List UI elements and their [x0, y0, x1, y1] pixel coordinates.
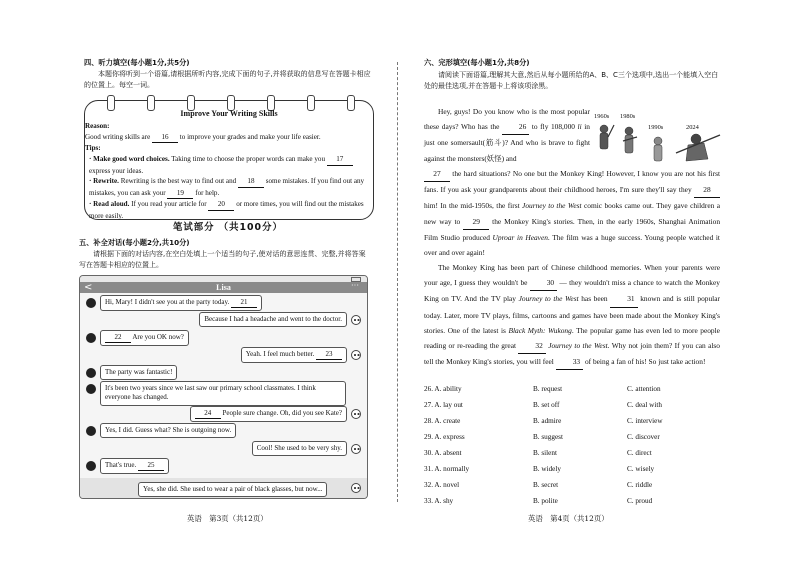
chat-message: Yeah. I feel much better. 23	[241, 347, 347, 363]
blank-18: 18	[238, 176, 264, 188]
section5-instructions: 请根据下面的对话内容,在空白处填上一个适当的句子,使对话的意思连贯、完整,并将答案写在答题卡相应的位置上。	[79, 250, 366, 270]
cloze-paragraph-1: Hey, guys! Do you know who is the most popular these days? Who has the 26 to fly 108,000 li in just one somersault(筋斗)? And who is brave to fight against the monsters(妖怪) and	[424, 107, 590, 163]
option-b: B. silent	[533, 449, 557, 457]
option-a: 27. A. lay out	[424, 401, 463, 409]
avatar-mary	[86, 298, 96, 308]
blank-19: 19	[167, 188, 193, 200]
era-label: 1960s	[594, 113, 610, 120]
option-a: 30. A. absent	[424, 449, 462, 457]
cloze-paragraph-2: The Monkey King has been part of Chinese childhood memories. When your parents were your age, I guess they wouldn't be 30 — they wouldn't miss a chance to watch the Monkey King on TV. And the TV play Journey to the West has been 31 known and is still popular today. Later, more TV plays, films, cartoons and games have been made about the Monkey King's stories. One of the latest is Black Myth: Wukong. The popular game has even led to more people reading or re-reading the great 32 Journey to the West. Why not join them? If you can also tell the Monkey King's stories, you will feel 33 of being a fan of his! So just take action!	[424, 260, 720, 370]
option-a: 28. A. create	[424, 417, 461, 425]
option-c: C. proud	[627, 497, 653, 505]
section4-title: 四、听力填空(每小题1分,共5分)	[84, 58, 190, 67]
avatar-mary	[86, 368, 96, 378]
blank-28: 28	[694, 182, 720, 198]
avatar-mary	[86, 333, 96, 343]
section6-instructions: 请阅读下面语篇,理解其大意,然后从每小题所给的A、B、C三个选项中,选出一个能填入空白处的最佳选项,并在答题卡上将该项涂黑。	[424, 71, 719, 91]
avatar-lisa	[351, 409, 361, 419]
section6-title: 六、完形填空(每小题1分,共8分)	[424, 58, 530, 67]
blank-29: 29	[463, 214, 489, 230]
option-a: 32. A. novel	[424, 481, 460, 489]
blank-16: 16	[152, 132, 178, 144]
blank-26: 26	[502, 119, 529, 135]
chat-header	[80, 282, 367, 293]
avatar-lisa	[351, 315, 361, 325]
chat-message: Yes, I did. Guess what? She is outgoing now.	[100, 423, 236, 438]
tip-3: · Read aloud. If you read your article for 20 or more times, you will find out the mistakes more easily.	[89, 200, 364, 221]
chat-message: 22 Are you OK now?	[100, 330, 189, 346]
option-c: C. wisely	[627, 465, 655, 473]
option-a: 29. A. express	[424, 433, 465, 441]
option-a: 26. A. ability	[424, 385, 462, 393]
chat-message: Yes, she did. She used to wear a pair of black glasses, but now...	[138, 482, 327, 497]
blank-21: 21	[231, 298, 257, 308]
avatar-lisa	[351, 444, 361, 454]
chat-input-bar	[80, 478, 367, 498]
era-label: 1990s	[648, 124, 664, 131]
avatar-mary	[86, 384, 96, 394]
option-c: C. discover	[627, 433, 660, 441]
box-title: Improve Your Writing Skills	[180, 109, 278, 118]
blank-27: 27	[424, 166, 450, 182]
chat-message: It's been two years since we last saw our primary school classmates. I think everyone has changed.	[100, 381, 346, 406]
option-b: B. widely	[533, 465, 561, 473]
option-b: B. suggest	[533, 433, 563, 441]
chat-message: Cool! She used to be very shy.	[252, 441, 347, 456]
section4-instructions: 本题你将听到一个语篇,请根据所听内容,完成下面的句子,并将获取的信息写在答题卡相应的位置上。每空一词。	[84, 70, 371, 90]
tips-heading: Tips:	[85, 144, 101, 153]
chat-contact-name: Lisa	[216, 283, 231, 292]
page-footer: 英语 第4页（共12页）	[528, 514, 609, 523]
avatar-mary	[86, 426, 96, 436]
chat-message: That's true. 25	[100, 458, 169, 474]
cloze-paragraph-1-cont: 27 the hard situations? No one but the Monkey King! However, I know you are not his first fans. If you ask your grandparents about their childhood heroes, I'm sure they'll say they 28 him! In the mid-1950s, the first Journey to the West comic books came out. They gave children a new way to 29 the Monkey King's stories. Then, in the early 1960s, Shanghai Animation Film Studio produced Uproar in Heaven. The film was a huge success. Young people watched it over and over again!	[424, 166, 720, 260]
blank-23: 23	[316, 350, 342, 360]
option-b: B. secret	[533, 481, 559, 489]
blank-33: 33	[556, 354, 583, 370]
reason-heading: Reason:	[85, 122, 110, 130]
chat-message: The party was fantastic!	[100, 365, 177, 380]
blank-24: 24	[195, 409, 221, 419]
option-c: C. attention	[627, 385, 661, 393]
option-a: 33. A. shy	[424, 497, 454, 505]
chat-message: 24 People sure change. Oh, did you see Kate?	[190, 406, 347, 422]
chat-message: Hi, Mary! I didn't see you at the party today. 21	[100, 295, 262, 311]
option-b: B. set off	[533, 401, 560, 409]
written-part-heading: 笔试部分 （共100分）	[173, 222, 283, 233]
avatar-lisa	[351, 483, 361, 493]
chat-window	[79, 275, 368, 499]
option-c: C. direct	[627, 449, 652, 457]
blank-20: 20	[208, 199, 234, 211]
option-c: C. deal with	[627, 401, 662, 409]
era-label: 2024	[686, 124, 699, 131]
more-options-icon[interactable]: ···	[351, 281, 359, 290]
option-b: B. polite	[533, 497, 558, 505]
option-a: 31. A. normally	[424, 465, 470, 473]
listening-notes-box	[84, 100, 374, 220]
option-b: B. request	[533, 385, 563, 393]
option-b: B. admire	[533, 417, 562, 425]
blank-30: 30	[530, 275, 557, 291]
blank-25: 25	[138, 461, 164, 471]
back-arrow-icon[interactable]: <	[84, 282, 93, 293]
reason-line: Good writing skills are 16 to improve your grades and make your life easier.	[85, 132, 367, 144]
blank-32: 32	[518, 338, 545, 354]
option-c: C. interview	[627, 417, 663, 425]
section5-title: 五、补全对话(每小题2分,共10分)	[79, 238, 190, 247]
tip-2: · Rewrite. Rewriting is the best way to find out and 18 some mistakes. If you find out any mistakes, you can ask your 19 for help.	[85, 176, 367, 199]
page-footer: 英语 第3页（共12页）	[187, 514, 268, 523]
chat-message: Because I had a headache and went to the doctor.	[199, 312, 347, 327]
blank-22: 22	[105, 333, 131, 343]
blank-31: 31	[610, 291, 637, 307]
tip-1: · Make good word choices. Taking time to choose the proper words can make you 17 express your ideas.	[85, 154, 367, 176]
era-label: 1980s	[620, 113, 636, 120]
option-c: C. riddle	[627, 481, 653, 489]
avatar-mary	[86, 461, 96, 471]
blank-17: 17	[327, 154, 353, 166]
avatar-lisa	[351, 350, 361, 360]
